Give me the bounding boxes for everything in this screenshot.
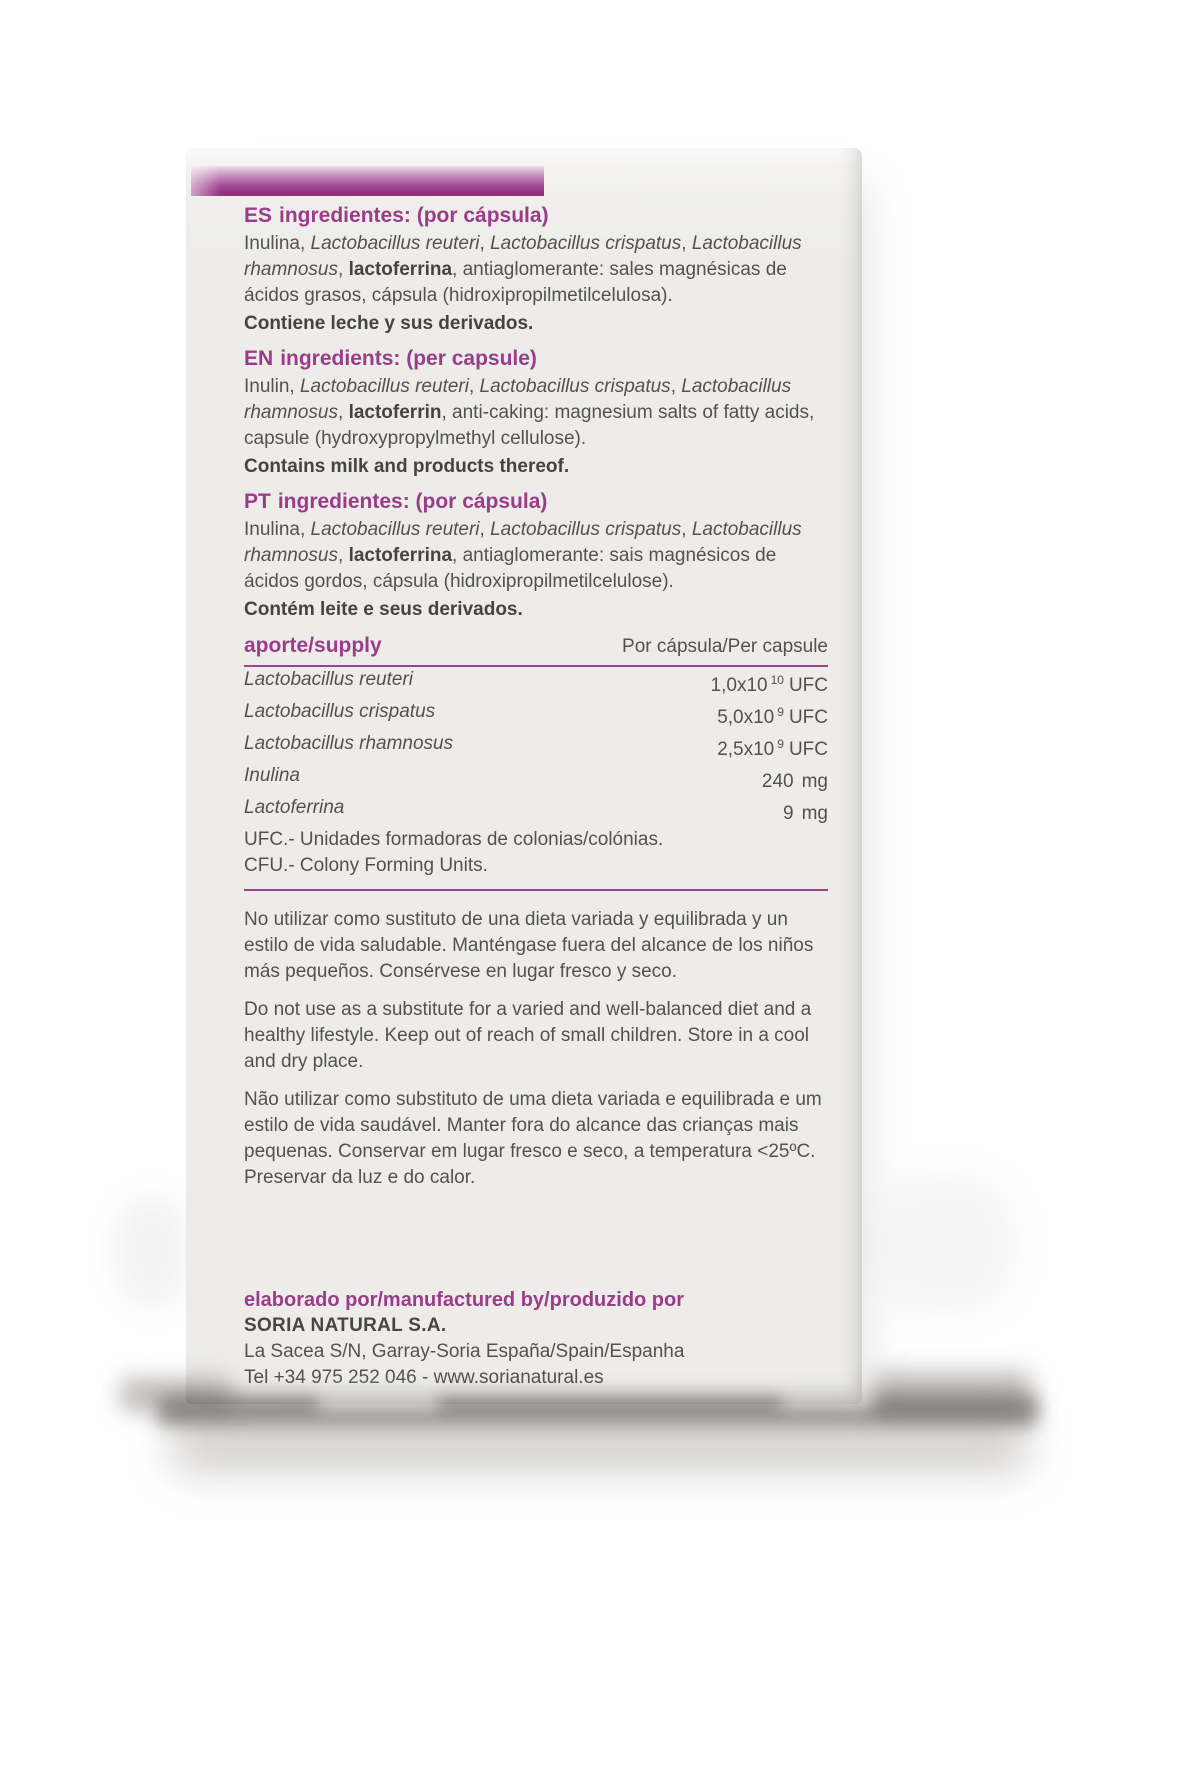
supply-row-name: Lactobacillus reuteri xyxy=(244,669,413,690)
warnings xyxy=(244,907,828,1191)
manufacturer-name: SORIA NATURAL S.A. xyxy=(244,1315,447,1336)
box-shadow-gap xyxy=(318,1390,438,1412)
supply-row-name: Lactobacillus crispatus xyxy=(244,701,436,722)
label-content xyxy=(244,194,828,1391)
supply-row-amount: 240 mg xyxy=(761,771,828,792)
ingredients-title-en: ingredients: (per capsule) xyxy=(280,347,537,370)
supply-table-header xyxy=(244,633,828,667)
table-row xyxy=(244,699,828,731)
ingredients-text-es: Inulina, Lactobacillus reuteri, Lactobacillus crispatus, Lactobacillus rhamnosus, lactoferrina, antiaglomerante: sales magnésicas de ácidos grasos, cápsula (hidroxipropilmetilcelulosa). xyxy=(244,233,802,306)
ingredients-text-en: Inulin, Lactobacillus reuteri, Lactobacillus crispatus, Lactobacillus rhamnosus, lactoferrin, anti-caking: magnesium salts of fatty acids, capsule (hydroxypropylmethyl cellulose). xyxy=(244,376,815,449)
supply-row-name: Inulina xyxy=(244,765,300,786)
allergen-statement-pt: Contém leite e seus derivados. xyxy=(244,599,523,620)
table-rule-bottom xyxy=(244,889,828,891)
box-shadow-left-blob xyxy=(120,1378,232,1412)
table-row xyxy=(244,667,828,699)
ingredients-title-pt: ingredientes: (por cápsula) xyxy=(277,490,548,513)
package-back-panel xyxy=(186,148,862,1404)
ingredients-heading-es xyxy=(244,202,828,229)
allergen-statement-es: Contiene leche y sus derivados. xyxy=(244,313,534,334)
manufacturer-address: La Sacea S/N, Garray-Soria España/Spain/Espanha xyxy=(244,1341,685,1362)
supply-row-amount: 2,5x10 $^9$ UFC xyxy=(717,737,828,760)
lang-code-pt: PT xyxy=(244,490,271,513)
warning-pt: Não utilizar como substituto de uma dieta variada e equilibrada e um estilo de vida saudável. Manter fora do alcance das crianças mais pequenas. Conservar em lugar fresco e seco, a temperatura <25ºC. Preservar da luz e do calor. xyxy=(244,1089,822,1188)
supply-header-right: Por cápsula/Per capsule xyxy=(622,636,828,657)
supply-row-amount: 5,0x10 $^9$ UFC xyxy=(717,705,828,728)
background-smudge-right xyxy=(880,1178,1012,1310)
table-row xyxy=(244,763,828,795)
table-row xyxy=(244,795,828,827)
lang-code-en: EN xyxy=(244,347,274,370)
supply-row-name: Lactobacillus rhamnosus xyxy=(244,733,454,754)
box-shadow-gap xyxy=(782,1390,872,1410)
ingredients-title-es: ingredientes: (por cápsula) xyxy=(279,204,549,227)
manufacturer-heading: elaborado por/manufactured by/produzido por xyxy=(244,1289,685,1311)
warning-en: Do not use as a substitute for a varied and well-balanced diet and a healthy lifestyle. Keep out of reach of small children. Store in a cool and dry place. xyxy=(244,999,812,1072)
supply-header-left: aporte/supply xyxy=(244,634,382,657)
supply-note-ufc: UFC.- Unidades formadoras de colonias/colónias. xyxy=(244,829,664,850)
manufacturer-contact: Tel +34 975 252 046 - www.sorianatural.es xyxy=(244,1367,604,1388)
lang-code-es: ES xyxy=(244,204,273,227)
ingredients-heading-en xyxy=(244,345,828,372)
allergen-statement-en: Contains milk and products thereof. xyxy=(244,456,570,477)
supply-note-cfu: CFU.- Colony Forming Units. xyxy=(244,855,488,876)
box-shadow-soft xyxy=(168,1416,1032,1474)
table-row xyxy=(244,731,828,763)
supply-row-amount: 1,0x10 $^{10}$ UFC xyxy=(710,673,828,696)
warning-es: No utilizar como sustituto de una dieta variada y equilibrada y un estilo de vida saludable. Manténgase fuera del alcance de los niños más pequeños. Consérvese en lugar fresco y seco. xyxy=(244,909,814,982)
supply-row-name: Lactoferrina xyxy=(244,797,345,818)
manufacturer-block xyxy=(244,1287,828,1391)
ingredients-text-pt: Inulina, Lactobacillus reuteri, Lactobacillus crispatus, Lactobacillus rhamnosus, lactoferrina, antiaglomerante: sais magnésicos de ácidos gordos, cápsula (hidroxipropilmetilcelulose). xyxy=(244,519,802,592)
background-smudge-left xyxy=(116,1196,188,1306)
supply-row-amount: 9 mg xyxy=(783,803,828,824)
ingredients-heading-pt xyxy=(244,488,828,515)
box-shadow-right-blob xyxy=(872,1372,1032,1416)
supply-table xyxy=(244,633,828,891)
brand-color-bar xyxy=(191,166,544,196)
supply-notes xyxy=(244,827,828,879)
